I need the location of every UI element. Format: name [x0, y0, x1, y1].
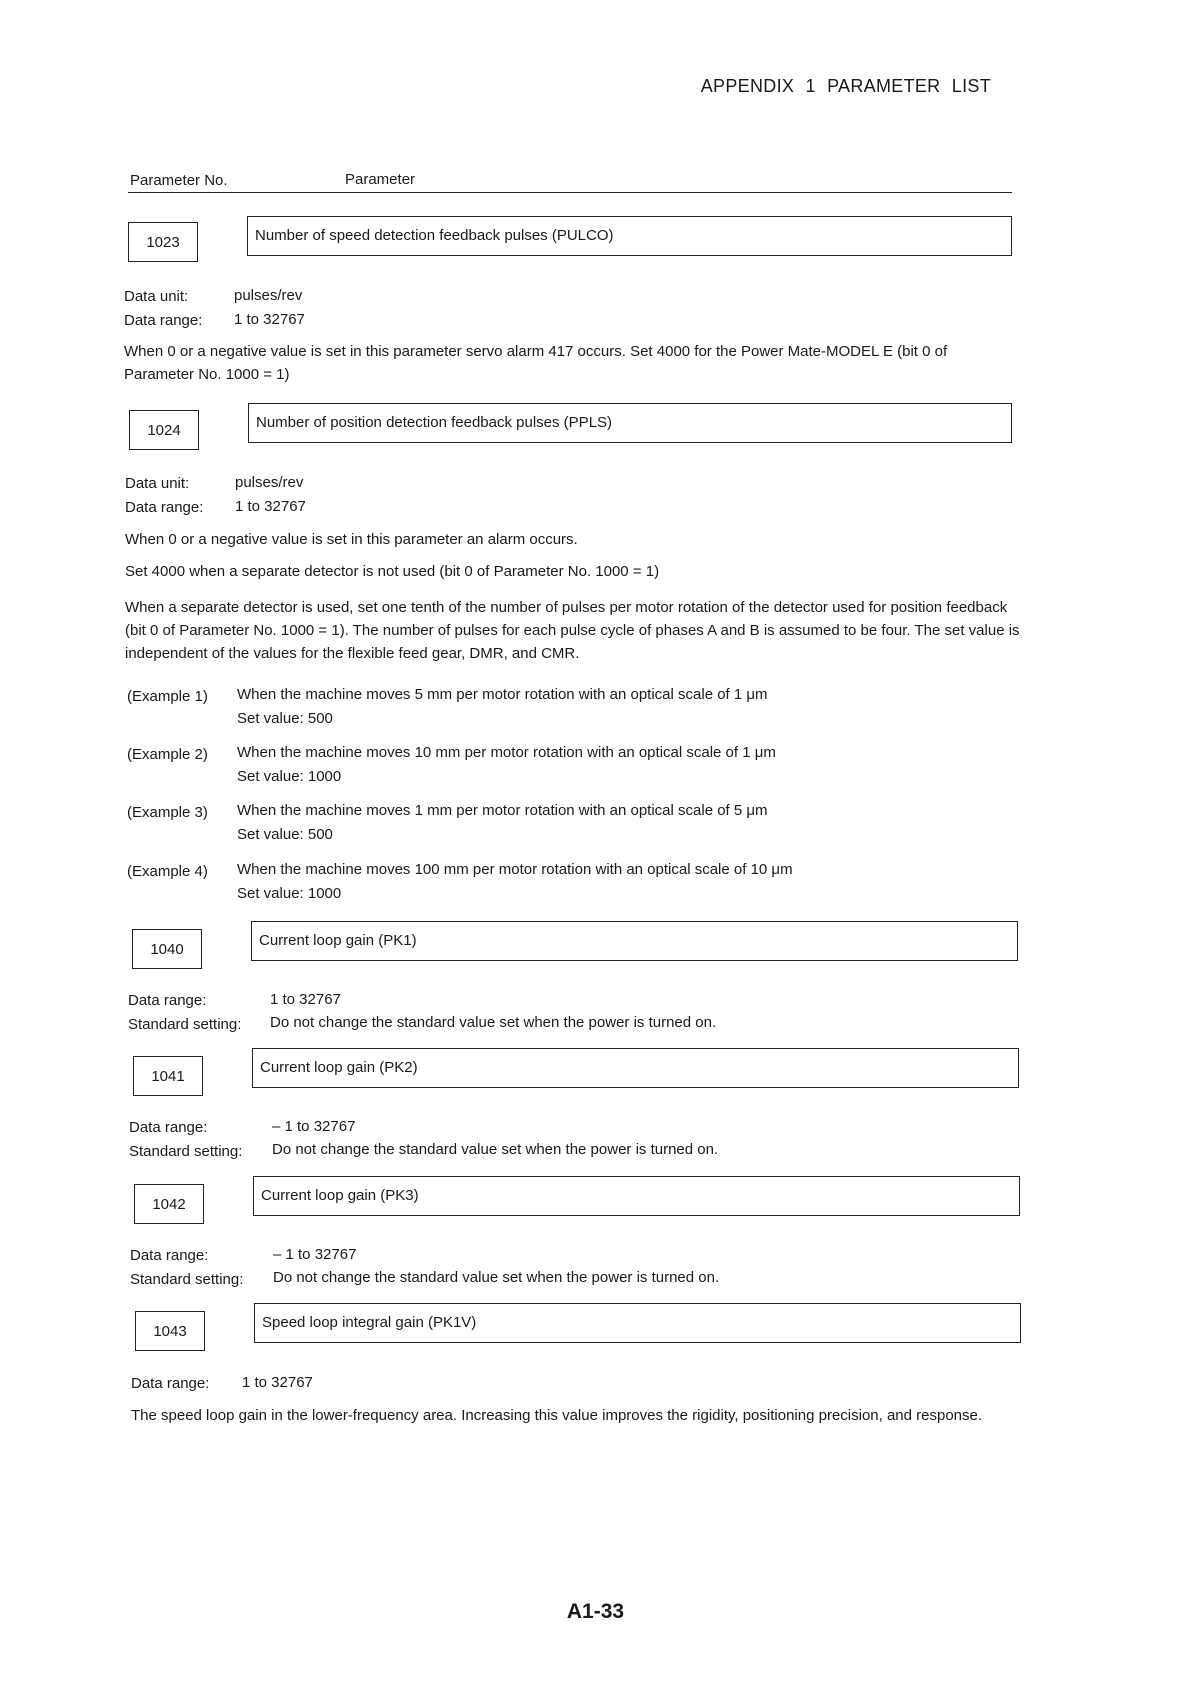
- data-range-label: Data range:: [125, 499, 204, 516]
- param-name-1023: Number of speed detection feedback pulses (PULCO): [247, 216, 1012, 256]
- param-note: When 0 or a negative value is set in this parameter an alarm occurs.: [125, 531, 578, 548]
- param-name-1041: Current loop gain (PK2): [252, 1048, 1019, 1088]
- example-text: When the machine moves 5 mm per motor rotation with an optical scale of 1 μm: [237, 686, 768, 703]
- param-number-1023: 1023: [128, 222, 198, 262]
- param-number-1024: 1024: [129, 410, 199, 450]
- data-range-label: Data range:: [128, 992, 207, 1009]
- data-range-value: – 1 to 32767: [272, 1118, 356, 1135]
- header-rule: [128, 192, 1012, 193]
- param-name-1042: Current loop gain (PK3): [253, 1176, 1020, 1216]
- param-number-1041: 1041: [133, 1056, 203, 1096]
- param-name-1024: Number of position detection feedback pulses (PPLS): [248, 403, 1012, 443]
- param-note: The speed loop gain in the lower-frequency area. Increasing this value improves the rigidity, positioning precision, and response.: [131, 1407, 983, 1424]
- data-range-value: 1 to 32767: [235, 498, 306, 515]
- example-set-value: Set value: 1000: [237, 768, 342, 785]
- standard-setting-label: Standard setting:: [128, 1016, 242, 1033]
- param-name-1040: Current loop gain (PK1): [251, 921, 1018, 961]
- param-note: Set 4000 when a separate detector is not used (bit 0 of Parameter No. 1000 = 1): [125, 563, 660, 580]
- param-number-1043: 1043: [135, 1311, 205, 1351]
- example-set-value: Set value: 1000: [237, 885, 342, 902]
- param-note: When 0 or a negative value is set in this parameter servo alarm 417 occurs. Set 4000 for the Power Mate-MODEL E (bit 0 of Parameter No. 1000 = 1): [124, 343, 948, 383]
- column-header-parameter-no: Parameter No.: [130, 172, 228, 189]
- running-head: APPENDIX 1 PARAMETER LIST: [700, 76, 991, 96]
- param-number-1042: 1042: [134, 1184, 204, 1224]
- example-set-value: Set value: 500: [237, 826, 333, 843]
- example-label: (Example 2): [127, 746, 208, 763]
- column-header-parameter: Parameter: [345, 171, 416, 188]
- data-range-value: 1 to 32767: [234, 311, 305, 328]
- data-range-label: Data range:: [129, 1119, 208, 1136]
- example-label: (Example 3): [127, 804, 208, 821]
- data-unit-value: pulses/rev: [234, 287, 303, 304]
- param-note: When a separate detector is used, set one tenth of the number of pulses per motor rotation of the detector used for position feedback (bit 0 of Parameter No. 1000 = 1). The number of pulses for each pulse cycle of phases A and B is assumed to be four. The set value is independent of the values for the flexible feed gear, DMR, and CMR.: [125, 599, 1020, 662]
- param-name-1043: Speed loop integral gain (PK1V): [254, 1303, 1021, 1343]
- data-range-label: Data range:: [124, 312, 203, 329]
- data-unit-label: Data unit:: [125, 475, 190, 492]
- data-range-label: Data range:: [131, 1375, 210, 1392]
- example-label: (Example 1): [127, 688, 208, 705]
- standard-setting-value: Do not change the standard value set when the power is turned on.: [273, 1269, 720, 1286]
- param-number-1040: 1040: [132, 929, 202, 969]
- example-set-value: Set value: 500: [237, 710, 333, 727]
- example-text: When the machine moves 1 mm per motor rotation with an optical scale of 5 μm: [237, 802, 768, 819]
- example-text: When the machine moves 10 mm per motor rotation with an optical scale of 1 μm: [237, 744, 776, 761]
- standard-setting-label: Standard setting:: [129, 1143, 243, 1160]
- data-unit-label: Data unit:: [124, 288, 189, 305]
- page-number: A1-33: [566, 1600, 625, 1623]
- example-text: When the machine moves 100 mm per motor rotation with an optical scale of 10 μm: [237, 861, 793, 878]
- data-range-value: – 1 to 32767: [273, 1246, 357, 1263]
- data-range-value: 1 to 32767: [242, 1374, 313, 1391]
- data-range-label: Data range:: [130, 1247, 209, 1264]
- standard-setting-value: Do not change the standard value set when the power is turned on.: [272, 1141, 719, 1158]
- example-label: (Example 4): [127, 863, 208, 880]
- data-unit-value: pulses/rev: [235, 474, 304, 491]
- standard-setting-value: Do not change the standard value set when the power is turned on.: [270, 1014, 717, 1031]
- standard-setting-label: Standard setting:: [130, 1271, 244, 1288]
- data-range-value: 1 to 32767: [270, 991, 341, 1008]
